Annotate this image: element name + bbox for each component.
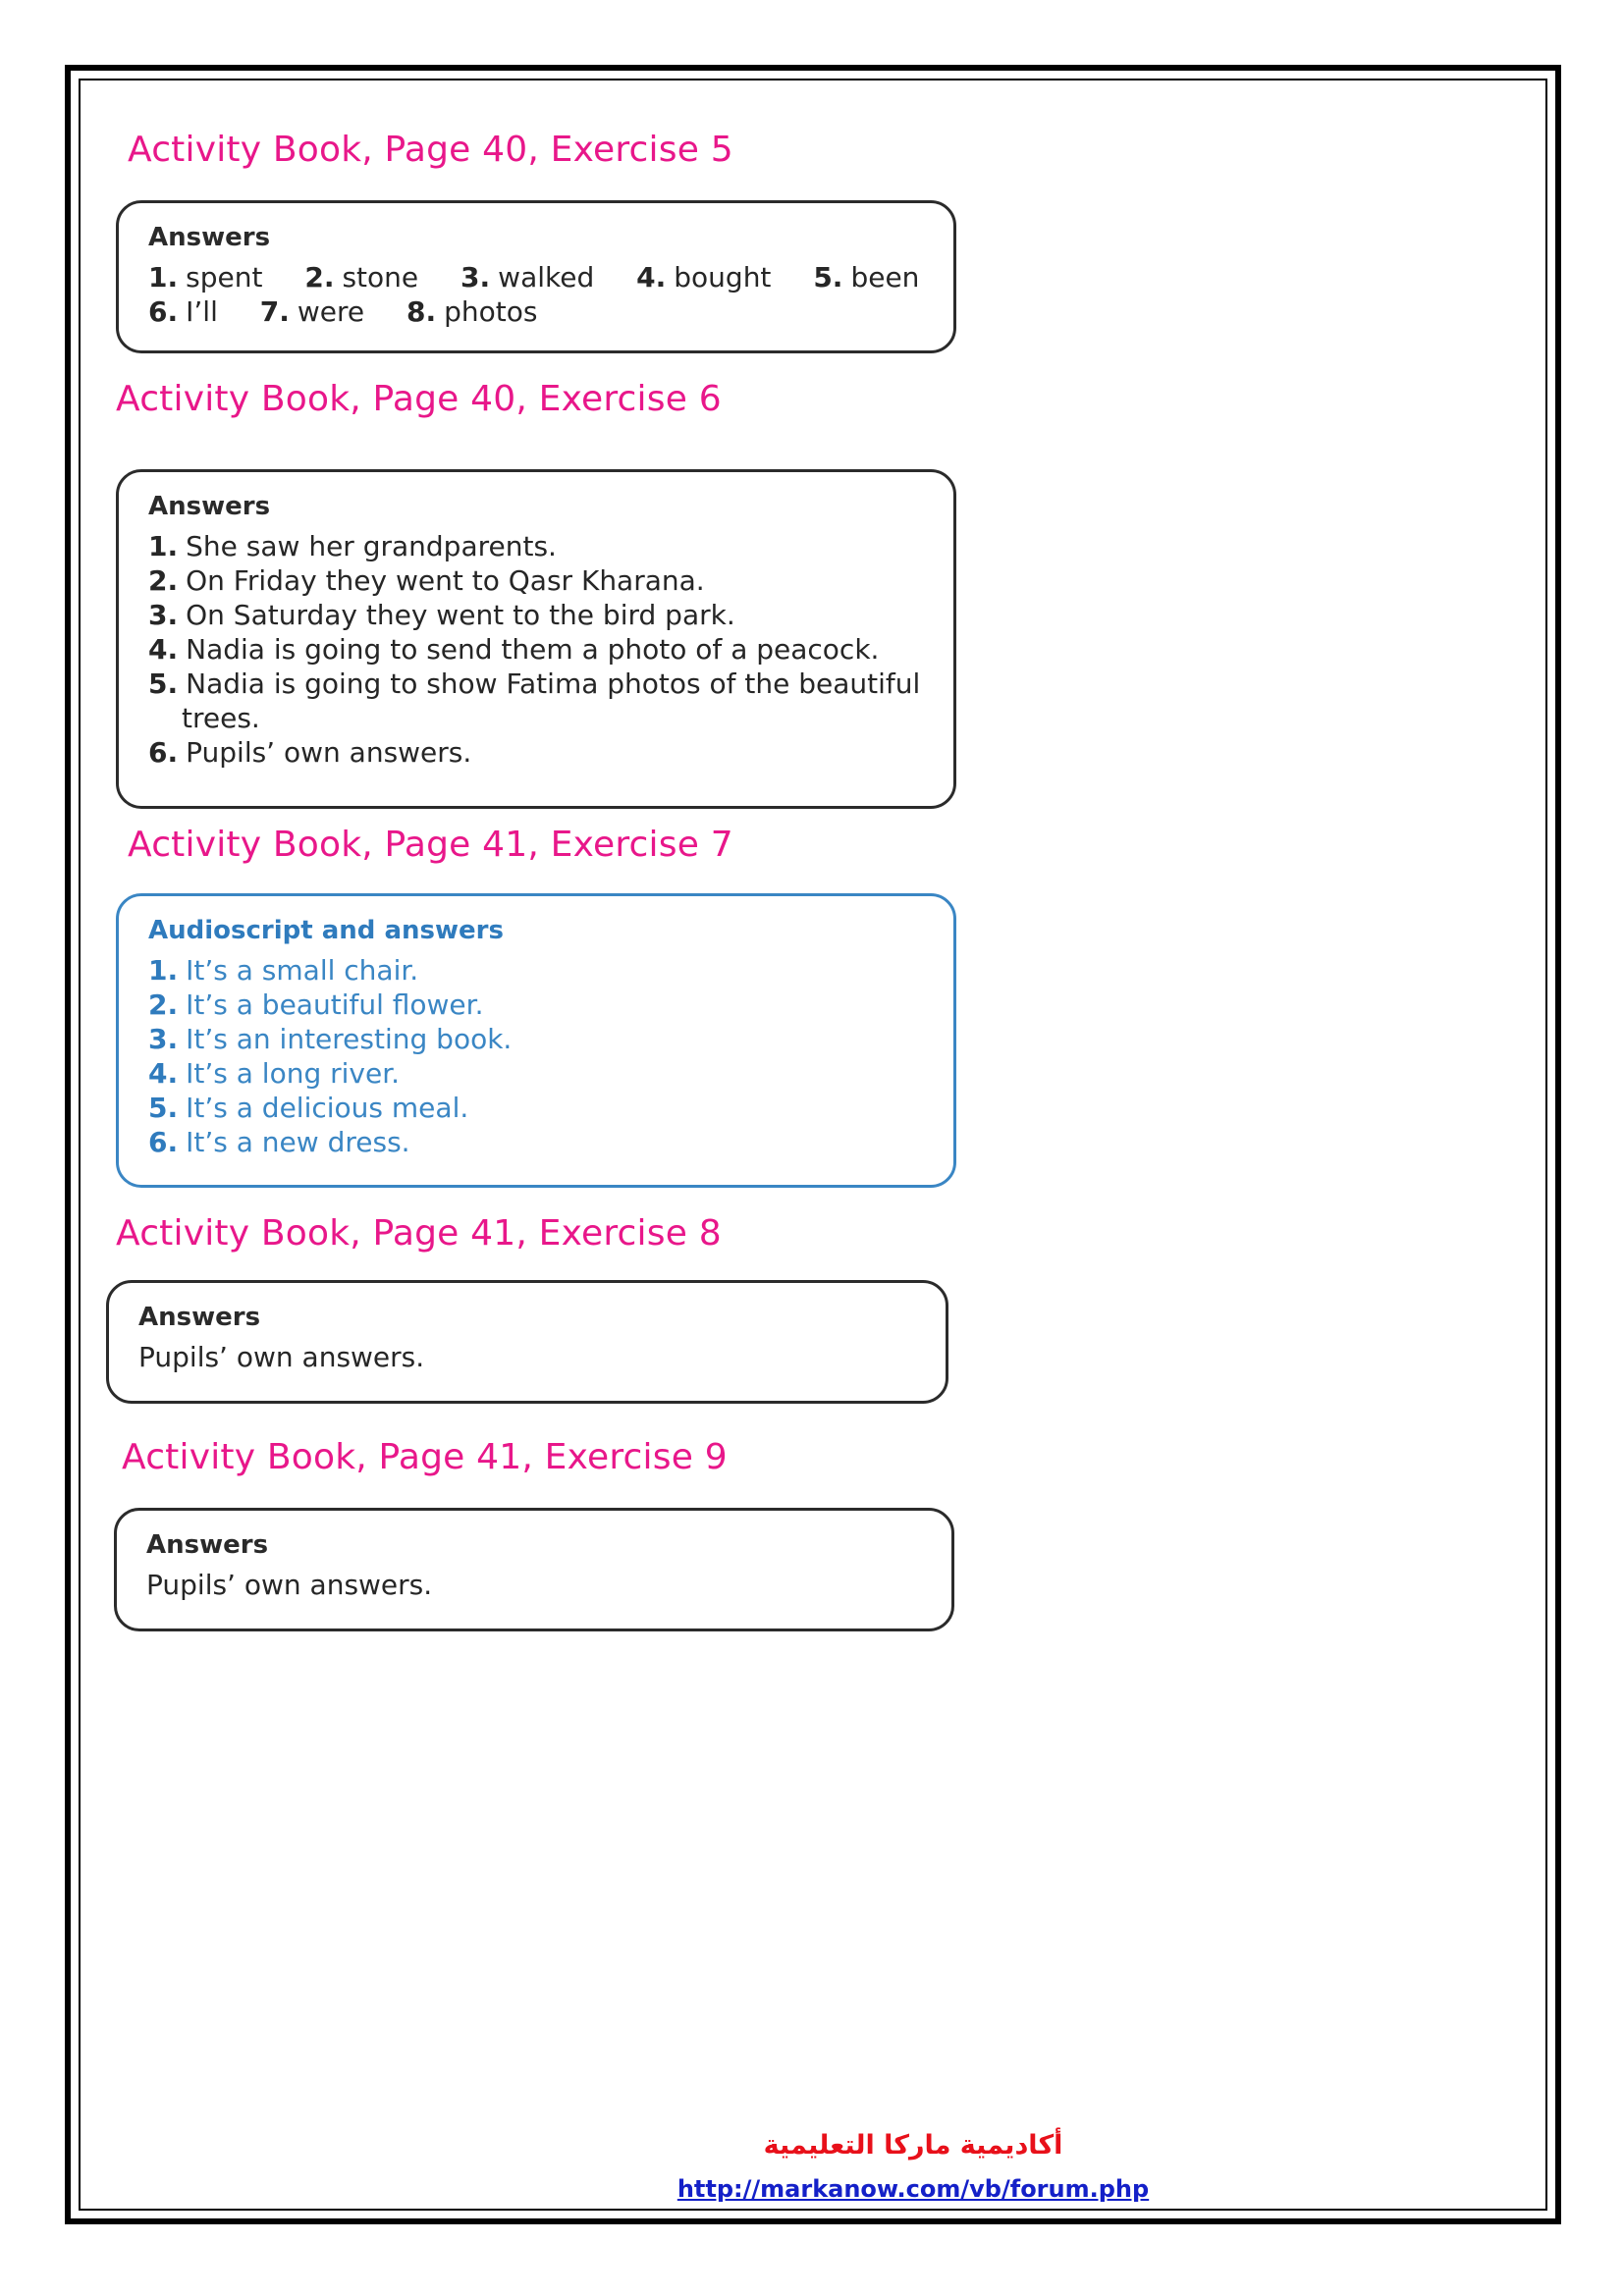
answers-label: Answers	[138, 1303, 261, 1332]
exercise-7-audioscript-box	[116, 893, 956, 1188]
answer-text: bought	[674, 261, 772, 294]
exercise-5-answer-box	[116, 200, 956, 353]
list-item	[148, 529, 924, 563]
answers-label: Answers	[148, 223, 271, 252]
item-number: 6.	[148, 1126, 179, 1158]
answer-text: I’ll	[186, 295, 218, 328]
academy-name: أكاديمية ماركا التعليمية	[763, 2130, 1063, 2161]
item-number: 3.	[460, 261, 491, 294]
item-number: 2.	[304, 261, 335, 294]
item-number: 3.	[148, 1023, 179, 1055]
list-item	[148, 735, 924, 770]
item-number: 7.	[259, 295, 290, 328]
item-number: 5.	[148, 1092, 179, 1124]
item-number: 3.	[148, 599, 179, 631]
answer-text: stone	[342, 261, 419, 294]
answer-text: On Saturday they went to the bird park.	[186, 599, 735, 631]
answer-row	[148, 294, 924, 329]
answer-text: Pupils’ own answers.	[138, 1341, 425, 1373]
list-item	[148, 632, 924, 667]
item-number: 2.	[148, 564, 179, 597]
item-number: 4.	[148, 1057, 179, 1090]
audioscript-label: Audioscript and answers	[148, 916, 504, 945]
item-number: 1.	[148, 530, 179, 562]
exercise-5-heading: Activity Book, Page 40, Exercise 5	[128, 130, 733, 170]
list-item	[148, 667, 924, 701]
item-number: 8.	[406, 295, 437, 328]
answer-text: spent	[186, 261, 263, 294]
list-item	[148, 1056, 924, 1091]
answers-label: Answers	[148, 492, 271, 521]
item-number: 4.	[148, 633, 179, 666]
exercise-9-heading: Activity Book, Page 41, Exercise 9	[122, 1437, 728, 1477]
item-number: 5.	[813, 261, 843, 294]
answers-label: Answers	[146, 1530, 269, 1560]
answer-text: It’s a small chair.	[186, 954, 419, 987]
answer-text: were	[297, 295, 365, 328]
answer-text: She saw her grandparents.	[186, 530, 557, 562]
exercise-7-heading: Activity Book, Page 41, Exercise 7	[128, 825, 733, 865]
answer-text: It’s a long river.	[186, 1057, 401, 1090]
item-number: 4.	[636, 261, 667, 294]
item-number: 6.	[148, 295, 179, 328]
item-number: 5.	[148, 667, 179, 700]
answer-text: walked	[498, 261, 595, 294]
list-item	[148, 953, 924, 988]
answer-text: Nadia is going to show Fatima photos of the beautiful	[186, 667, 921, 700]
list-item	[148, 1022, 924, 1056]
answer-text: It’s an interesting book.	[186, 1023, 513, 1055]
answer-text: Nadia is going to send them a photo of a peacock.	[186, 633, 880, 666]
item-number: 1.	[148, 261, 179, 294]
answer-text: been	[850, 261, 920, 294]
exercise-8-answer-box	[106, 1280, 948, 1404]
answer-text: It’s a beautiful flower.	[186, 988, 484, 1021]
exercise-6-heading: Activity Book, Page 40, Exercise 6	[116, 379, 722, 419]
exercise-9-answer-box	[114, 1508, 954, 1631]
forum-link[interactable]: http://markanow.com/vb/forum.php	[677, 2175, 1150, 2203]
list-item	[148, 563, 924, 598]
item-number: 1.	[148, 954, 179, 987]
answer-text: On Friday they went to Qasr Kharana.	[186, 564, 705, 597]
answer-text: It’s a new dress.	[186, 1126, 410, 1158]
list-item	[148, 1125, 924, 1159]
answer-text: It’s a delicious meal.	[186, 1092, 469, 1124]
answer-row	[148, 260, 924, 294]
answer-text: Pupils’ own answers.	[146, 1569, 433, 1601]
exercise-8-heading: Activity Book, Page 41, Exercise 8	[116, 1213, 722, 1254]
item-number: 6.	[148, 736, 179, 769]
list-item	[148, 1091, 924, 1125]
answer-text: Pupils’ own answers.	[186, 736, 472, 769]
list-item-continuation: trees.	[182, 702, 260, 734]
item-number: 2.	[148, 988, 179, 1021]
exercise-6-answer-box	[116, 469, 956, 809]
list-item	[148, 988, 924, 1022]
list-item	[148, 598, 924, 632]
answer-text: photos	[444, 295, 538, 328]
